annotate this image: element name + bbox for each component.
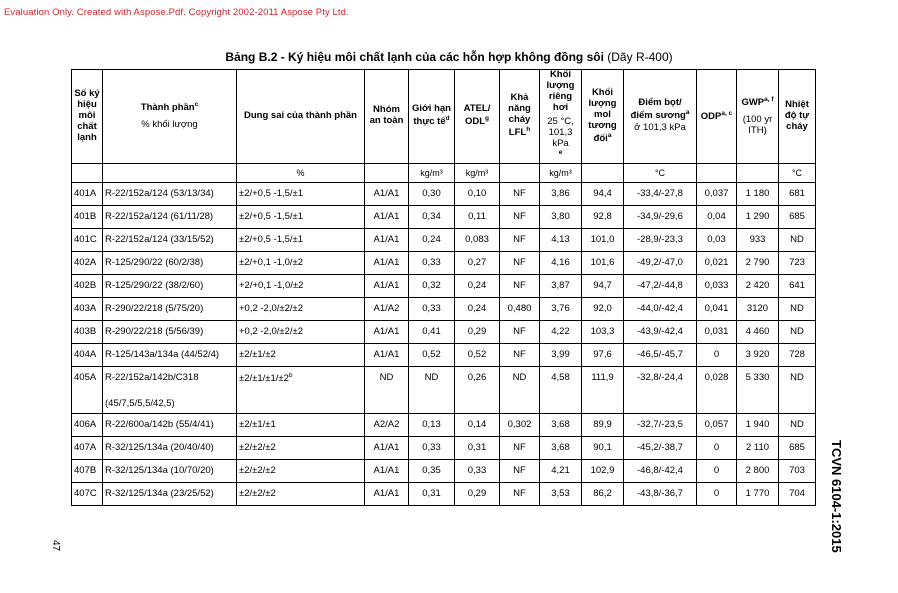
cell-molar-mass: 92,8 — [582, 205, 624, 228]
cell-tolerance: ±2/±2/±2 — [237, 482, 365, 505]
cell-composition: R-125/290/22 (60/2/38) — [103, 251, 237, 274]
cell-safety: A1/A1 — [365, 459, 409, 482]
cell-ignition-temp: ND — [779, 228, 816, 251]
cell-limit: 0,35 — [409, 459, 455, 482]
cell-limit: ND — [409, 366, 455, 394]
cell-density: 4,58 — [540, 366, 582, 394]
cell-atel: 0,29 — [455, 320, 500, 343]
cell-ignition-temp: ND — [779, 366, 816, 394]
cell-limit: 0,32 — [409, 274, 455, 297]
cell-code: 402B — [72, 274, 103, 297]
cell-ignition-temp: 728 — [779, 343, 816, 366]
cell-ignition-temp: 681 — [779, 182, 816, 205]
table-row — [72, 274, 816, 297]
cell-code: 407C — [72, 482, 103, 505]
cell-bubble-point: -46,8/-42,4 — [624, 459, 697, 482]
cell-odp: 0,04 — [697, 205, 737, 228]
cell-safety: A1/A1 — [365, 182, 409, 205]
cell-ignition-temp: 685 — [779, 205, 816, 228]
cell-composition: R-22/152a/142b/C318 — [103, 366, 237, 394]
cell-density: 3,87 — [540, 274, 582, 297]
cell-safety: A1/A1 — [365, 320, 409, 343]
cell-ignition-temp: 685 — [779, 436, 816, 459]
cell-molar-mass: 92,0 — [582, 297, 624, 320]
header-atel: ATEL/ ODL$^g$ — [455, 70, 500, 164]
cell-density: 3,99 — [540, 343, 582, 366]
cell-code: 401B — [72, 205, 103, 228]
cell-safety: A1/A1 — [365, 436, 409, 459]
cell-empty — [72, 394, 103, 414]
cell-limit: 0,52 — [409, 343, 455, 366]
table-row — [72, 482, 816, 505]
cell-odp: 0,057 — [697, 413, 737, 436]
cell-ignition-temp: ND — [779, 297, 816, 320]
cell-gwp: 4 460 — [737, 320, 779, 343]
cell-safety: A1/A1 — [365, 343, 409, 366]
cell-safety: A1/A1 — [365, 251, 409, 274]
cell-odp: 0,033 — [697, 274, 737, 297]
cell-atel: 0,24 — [455, 274, 500, 297]
cell-density: 4,21 — [540, 459, 582, 482]
cell-atel: 0,083 — [455, 228, 500, 251]
cell-limit: 0,33 — [409, 297, 455, 320]
cell-composition: R-32/125/134a (20/40/40) — [103, 436, 237, 459]
cell-gwp: 5 330 — [737, 366, 779, 394]
cell-flammability: NF — [500, 482, 540, 505]
unit-cell — [103, 163, 237, 182]
cell-code: 405A — [72, 366, 103, 394]
table-body — [72, 182, 816, 505]
cell-molar-mass: 111,9 — [582, 366, 624, 394]
page-number: 47 — [50, 540, 61, 552]
cell-safety: A1/A1 — [365, 205, 409, 228]
cell-odp: 0,021 — [697, 251, 737, 274]
cell-composition: R-290/22/218 (5/56/39) — [103, 320, 237, 343]
cell-gwp: 1 290 — [737, 205, 779, 228]
cell-tolerance: ±2/±2/±2 — [237, 436, 365, 459]
header-density: Khối lượng riêng hơi 25 °C, 101,3 kPa $^e$ — [540, 70, 582, 164]
cell-density: 3,68 — [540, 413, 582, 436]
cell-bubble-point: -43,9/-42,4 — [624, 320, 697, 343]
cell-flammability: NF — [500, 205, 540, 228]
header-row — [72, 70, 816, 164]
refrigerant-table — [71, 69, 816, 506]
cell-atel: 0,31 — [455, 436, 500, 459]
unit-cell — [365, 163, 409, 182]
cell-tolerance: +0,2 -2,0/±2/±2 — [237, 297, 365, 320]
units-row — [72, 163, 816, 182]
cell-empty — [737, 394, 779, 414]
cell-odp: 0,037 — [697, 182, 737, 205]
header-ignition-temp: Nhiệt độ tự cháy — [779, 70, 816, 164]
cell-tolerance: ±2/+0,1 -1,0/±2 — [237, 251, 365, 274]
cell-code: 401C — [72, 228, 103, 251]
cell-density: 3,86 — [540, 182, 582, 205]
table-row — [72, 413, 816, 436]
cell-flammability: NF — [500, 182, 540, 205]
cell-odp: 0,031 — [697, 320, 737, 343]
cell-composition: R-32/125/134a (10/70/20) — [103, 459, 237, 482]
cell-tolerance: ±2/±1/±1 — [237, 413, 365, 436]
cell-code: 407A — [72, 436, 103, 459]
cell-safety: A1/A1 — [365, 482, 409, 505]
cell-ignition-temp: 641 — [779, 274, 816, 297]
cell-odp: 0,03 — [697, 228, 737, 251]
cell-composition-continued: (45/7,5/5,5/42,5) — [103, 394, 237, 414]
cell-gwp: 2 110 — [737, 436, 779, 459]
cell-tolerance: ±2/+0,5 -1,5/±1 — [237, 182, 365, 205]
cell-gwp: 1 940 — [737, 413, 779, 436]
table-title-series: (Dãy R-400) — [603, 50, 673, 64]
cell-bubble-point: -32,8/-24,4 — [624, 366, 697, 394]
cell-bubble-point: -43,8/-36,7 — [624, 482, 697, 505]
header-flammability: Khả năng cháy LFL$^h$ — [500, 70, 540, 164]
cell-flammability: NF — [500, 343, 540, 366]
cell-flammability: NF — [500, 228, 540, 251]
cell-ignition-temp: 703 — [779, 459, 816, 482]
cell-gwp: 1 180 — [737, 182, 779, 205]
table-row — [72, 182, 816, 205]
cell-gwp: 933 — [737, 228, 779, 251]
cell-bubble-point: -47,2/-44,8 — [624, 274, 697, 297]
table-row — [72, 320, 816, 343]
cell-composition: R-290/22/218 (5/75/20) — [103, 297, 237, 320]
table-row — [72, 343, 816, 366]
cell-empty — [540, 394, 582, 414]
unit-density: kg/m³ — [540, 163, 582, 182]
cell-empty — [582, 394, 624, 414]
cell-bubble-point: -46,5/-45,7 — [624, 343, 697, 366]
table-row — [72, 436, 816, 459]
cell-molar-mass: 101,6 — [582, 251, 624, 274]
cell-empty — [697, 394, 737, 414]
cell-safety: A1/A1 — [365, 274, 409, 297]
cell-flammability: NF — [500, 436, 540, 459]
cell-safety: A1/A2 — [365, 297, 409, 320]
cell-gwp: 2 790 — [737, 251, 779, 274]
cell-molar-mass: 101,0 — [582, 228, 624, 251]
table-row-continuation — [72, 394, 816, 414]
header-tolerance: Dung sai của thành phần — [237, 70, 365, 164]
cell-bubble-point: -45,2/-38,7 — [624, 436, 697, 459]
cell-code: 401A — [72, 182, 103, 205]
cell-ignition-temp: 723 — [779, 251, 816, 274]
cell-bubble-point: -34,9/-29,6 — [624, 205, 697, 228]
cell-bubble-point: -32,7/-23,5 — [624, 413, 697, 436]
cell-limit: 0,31 — [409, 482, 455, 505]
watermark-text: Evaluation Only. Created with Aspose.Pdf. Copyright 2002-2011 Aspose Pty Ltd. — [4, 7, 349, 18]
cell-empty — [237, 394, 365, 414]
cell-gwp: 2 420 — [737, 274, 779, 297]
cell-code: 403B — [72, 320, 103, 343]
unit-bubble: °C — [624, 163, 697, 182]
cell-bubble-point: -28,9/-23,3 — [624, 228, 697, 251]
table-row — [72, 228, 816, 251]
cell-code: 407B — [72, 459, 103, 482]
cell-odp: 0 — [697, 482, 737, 505]
cell-molar-mass: 94,4 — [582, 182, 624, 205]
table-row — [72, 205, 816, 228]
cell-atel: 0,29 — [455, 482, 500, 505]
cell-density: 4,22 — [540, 320, 582, 343]
cell-code: 402A — [72, 251, 103, 274]
cell-molar-mass: 94,7 — [582, 274, 624, 297]
cell-odp: 0,028 — [697, 366, 737, 394]
cell-odp: 0 — [697, 343, 737, 366]
unit-cell — [737, 163, 779, 182]
cell-limit: 0,13 — [409, 413, 455, 436]
cell-limit: 0,24 — [409, 228, 455, 251]
cell-code: 406A — [72, 413, 103, 436]
cell-ignition-temp: 704 — [779, 482, 816, 505]
header-safety: Nhóm an toàn — [365, 70, 409, 164]
cell-atel: 0,24 — [455, 297, 500, 320]
unit-cell — [72, 163, 103, 182]
unit-temp: °C — [779, 163, 816, 182]
cell-safety: ND — [365, 366, 409, 394]
unit-cell — [697, 163, 737, 182]
cell-safety: A2/A2 — [365, 413, 409, 436]
cell-molar-mass: 97,6 — [582, 343, 624, 366]
cell-bubble-point: -33,4/-27,8 — [624, 182, 697, 205]
standard-code-label: TCVN 6104-1:2015 — [829, 440, 844, 553]
cell-flammability: 0,302 — [500, 413, 540, 436]
cell-composition: R-125/290/22 (38/2/60) — [103, 274, 237, 297]
cell-ignition-temp: ND — [779, 320, 816, 343]
table-row — [72, 459, 816, 482]
header-composition: Thành phần$^c$ % khối lượng — [103, 70, 237, 164]
cell-tolerance: $\pm 2/\pm 1/\pm 1/\pm 2^b$ — [237, 366, 365, 394]
cell-limit: 0,41 — [409, 320, 455, 343]
cell-empty — [455, 394, 500, 414]
cell-limit: 0,33 — [409, 436, 455, 459]
cell-flammability: NF — [500, 320, 540, 343]
cell-empty — [624, 394, 697, 414]
cell-composition: R-22/152a/124 (53/13/34) — [103, 182, 237, 205]
header-bubble-point: Điểm bọt/ điểm sương$^a$ ở 101,3 kPa — [624, 70, 697, 164]
cell-molar-mass: 89,9 — [582, 413, 624, 436]
header-gwp: GWP$^{a, f}$ (100 yr ITH) — [737, 70, 779, 164]
cell-tolerance: +2/+0,1 -1,0/±2 — [237, 274, 365, 297]
cell-composition: R-22/152a/124 (61/11/28) — [103, 205, 237, 228]
cell-density: 3,80 — [540, 205, 582, 228]
cell-odp: 0,041 — [697, 297, 737, 320]
cell-density: 3,53 — [540, 482, 582, 505]
cell-gwp: 2 800 — [737, 459, 779, 482]
cell-density: 4,16 — [540, 251, 582, 274]
cell-limit: 0,33 — [409, 251, 455, 274]
cell-odp: 0 — [697, 459, 737, 482]
cell-bubble-point: -49,2/-47,0 — [624, 251, 697, 274]
cell-ignition-temp: ND — [779, 413, 816, 436]
cell-code: 403A — [72, 297, 103, 320]
cell-atel: 0,14 — [455, 413, 500, 436]
header-odp: ODP$^{a, c}$ — [697, 70, 737, 164]
cell-empty — [409, 394, 455, 414]
cell-density: 4,13 — [540, 228, 582, 251]
cell-flammability: 0,480 — [500, 297, 540, 320]
cell-flammability: NF — [500, 459, 540, 482]
cell-tolerance: ±2/±1/±2 — [237, 343, 365, 366]
table-row — [72, 366, 816, 394]
cell-tolerance: +0,2 -2,0/±2/±2 — [237, 320, 365, 343]
cell-empty — [500, 394, 540, 414]
header-code: Số ký hiệu môi chất lạnh — [72, 70, 103, 164]
cell-atel: 0,10 — [455, 182, 500, 205]
unit-cell — [500, 163, 540, 182]
cell-flammability: NF — [500, 251, 540, 274]
cell-composition: R-22/152a/124 (33/15/52) — [103, 228, 237, 251]
table-row — [72, 251, 816, 274]
cell-composition: R-22/600a/142b (55/4/41) — [103, 413, 237, 436]
unit-limit: kg/m³ — [409, 163, 455, 182]
cell-bubble-point: -44,0/-42,4 — [624, 297, 697, 320]
cell-tolerance: ±2/+0,5 -1,5/±1 — [237, 228, 365, 251]
cell-flammability: ND — [500, 366, 540, 394]
cell-density: 3,68 — [540, 436, 582, 459]
unit-cell — [582, 163, 624, 182]
header-limit: Giới hạn thực tế$^d$ — [409, 70, 455, 164]
cell-atel: 0,52 — [455, 343, 500, 366]
header-molar-mass: Khối lượng mol tương đối$^a$ — [582, 70, 624, 164]
cell-tolerance: ±2/+0,5 -1,5/±1 — [237, 205, 365, 228]
table-row — [72, 297, 816, 320]
cell-safety: A1/A1 — [365, 228, 409, 251]
cell-flammability: NF — [500, 274, 540, 297]
cell-atel: 0,27 — [455, 251, 500, 274]
cell-atel: 0,26 — [455, 366, 500, 394]
unit-atel: kg/m³ — [455, 163, 500, 182]
cell-empty — [365, 394, 409, 414]
cell-limit: 0,34 — [409, 205, 455, 228]
cell-limit: 0,30 — [409, 182, 455, 205]
cell-code: 404A — [72, 343, 103, 366]
cell-gwp: 3120 — [737, 297, 779, 320]
cell-composition: R-32/125/134a (23/25/52) — [103, 482, 237, 505]
unit-tolerance: % — [237, 163, 365, 182]
cell-empty — [779, 394, 816, 414]
cell-molar-mass: 86,2 — [582, 482, 624, 505]
cell-density: 3,76 — [540, 297, 582, 320]
cell-tolerance: ±2/±2/±2 — [237, 459, 365, 482]
cell-molar-mass: 102,9 — [582, 459, 624, 482]
table-title — [0, 50, 898, 64]
cell-molar-mass: 103,3 — [582, 320, 624, 343]
cell-molar-mass: 90,1 — [582, 436, 624, 459]
cell-atel: 0,33 — [455, 459, 500, 482]
cell-composition: R-125/143a/134a (44/52/4) — [103, 343, 237, 366]
cell-gwp: 3 920 — [737, 343, 779, 366]
cell-atel: 0,11 — [455, 205, 500, 228]
table-title-bold: Bảng B.2 - Ký hiệu môi chất lạnh của các hỗn hợp không đồng sôi — [225, 50, 604, 64]
cell-odp: 0 — [697, 436, 737, 459]
cell-gwp: 1 770 — [737, 482, 779, 505]
